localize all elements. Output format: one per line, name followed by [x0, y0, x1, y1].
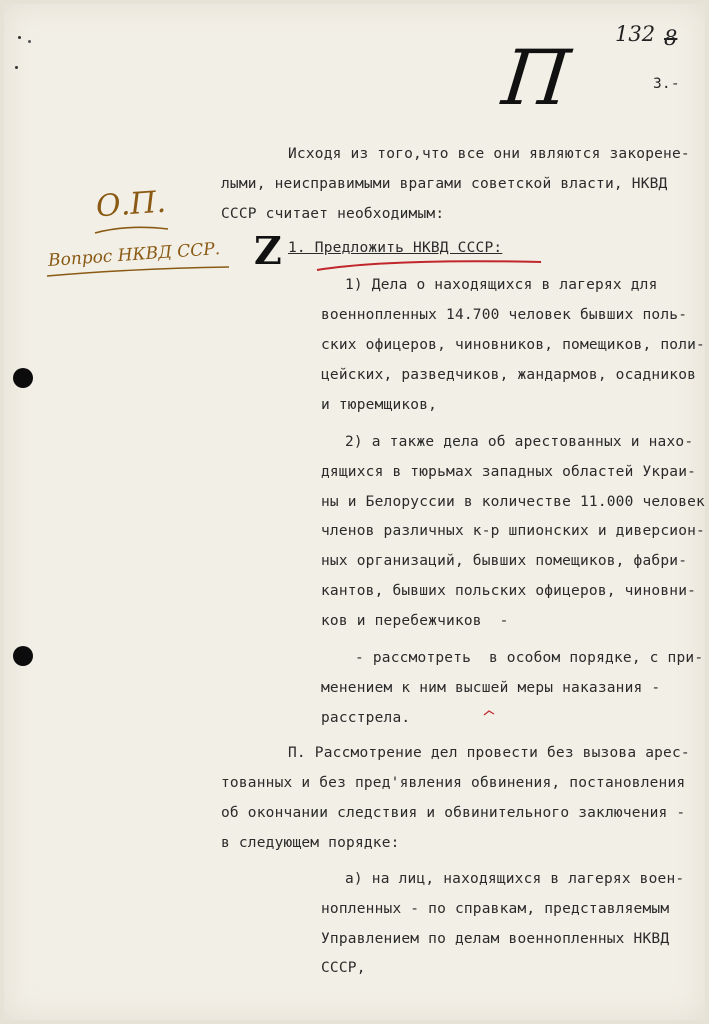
body-line: лыми, неисправимыми врагами советской власти, НКВД [221, 176, 668, 192]
body-line: а) на лиц, находящихся в лагерях воен- [345, 871, 685, 887]
stamp-letter: П [498, 33, 575, 122]
body-line: и тюремщиков, [321, 397, 438, 413]
body-line: ных организаций, бывших помещиков, фабри- [321, 553, 688, 569]
item-1-heading: 1. Предложить НКВД СССР: [288, 240, 503, 256]
folio-mark: 8 [664, 26, 678, 50]
hole-punch-upper [13, 368, 33, 388]
body-line: П. Рассмотрение дел провести без вызова арес- [288, 745, 690, 761]
body-line: членов различных к-р шпионских и диверсион- [321, 523, 705, 539]
body-line: ков и перебежчиков - [321, 613, 509, 629]
ink-speck [28, 40, 31, 43]
body-line: ны и Белоруссии в количестве 11.000 человек [321, 494, 705, 510]
ink-speck [18, 36, 21, 39]
document-page [4, 4, 705, 1020]
question-underline [44, 266, 234, 280]
op-underline [92, 223, 172, 237]
red-underline [315, 258, 545, 274]
ink-speck [15, 66, 18, 69]
margin-note-op: О.П. [94, 184, 167, 225]
body-line: СССР считает необходимым: [221, 206, 445, 222]
hole-punch-lower [13, 646, 33, 666]
body-line: 2) а также дела об арестованных и нахо- [345, 434, 694, 450]
page-number: 3.- [653, 76, 680, 92]
body-line: дящихся в тюрьмах западных областей Украи- [321, 464, 697, 480]
body-line: нопленных - по справкам, представляемым [321, 901, 670, 917]
folio-number: 132 [615, 22, 656, 46]
body-line: менением к ним высшей меры наказания - [321, 680, 661, 696]
body-line: СССР, [321, 960, 366, 976]
body-line: ских офицеров, чиновников, помещиков, поли- [321, 337, 705, 353]
body-line: кантов, бывших польских офицеров, чиновни- [321, 583, 697, 599]
margin-note-question: Вопрос НКВД ССР. [47, 239, 221, 271]
body-line: тованных и без пред'явления обвинения, постановления [221, 775, 686, 791]
red-tick [482, 708, 496, 718]
margin-numeral: Z [254, 228, 282, 273]
body-line: Управлением по делам военнопленных НКВД [321, 931, 670, 947]
body-line: - рассмотреть в особом порядке, с при- [355, 650, 704, 666]
body-line: цейских, разведчиков, жандармов, осадников [321, 367, 697, 383]
body-line: в следующем порядке: [221, 835, 400, 851]
body-line: 1) Дела о находящихся в лагерях для [345, 277, 658, 293]
body-line: военнопленных 14.700 человек бывших поль- [321, 307, 688, 323]
body-line: об окончании следствия и обвинительного заключения - [221, 805, 686, 821]
body-line: расстрела. [321, 710, 411, 726]
body-line: Исходя из того,что все они являются закорене- [288, 146, 690, 162]
